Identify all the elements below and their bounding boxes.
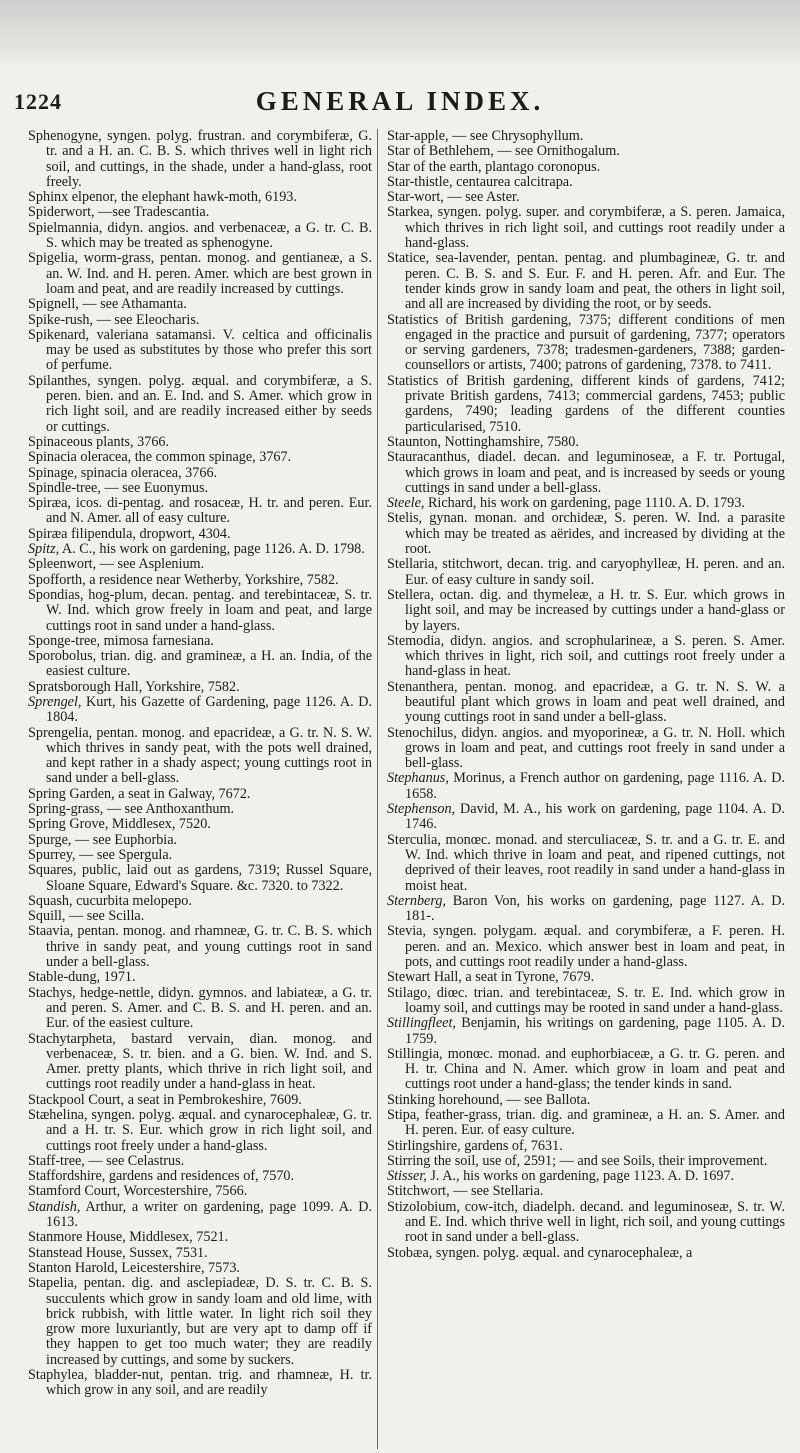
- entry-text: Stobæa, syngen. polyg. æqual. and cynarocephaleæ, a: [387, 1244, 693, 1261]
- entry-text: Spofforth, a residence near Wetherby, Yorkshire, 7582.: [28, 571, 339, 588]
- page-top-margin: [0, 0, 800, 68]
- entry-text: Spring Garden, a seat in Galway, 7672.: [28, 785, 251, 802]
- entry-text: Staphylea, bladder-nut, pentan. trig. and rhamneæ, H. tr. which grow in any soil, and are readily: [28, 1367, 372, 1399]
- entry-text: Stanton Harold, Leicestershire, 7573.: [28, 1259, 240, 1276]
- index-entry: [387, 160, 785, 175]
- entry-text: Spurge, — see Euphorbia.: [28, 831, 178, 848]
- entry-text: Stipa, feather-grass, trian. dig. and gramineæ, a H. an. S. Amer. and H. peren. Eur. of easy culture.: [387, 1107, 785, 1139]
- entry-text: Morinus, a French author on gardening, page 1116. A. D. 1658.: [405, 770, 785, 802]
- index-entry: [28, 190, 372, 205]
- author-name: Sprengel,: [28, 693, 82, 710]
- index-entry: [387, 511, 785, 557]
- index-entry: [28, 313, 372, 328]
- index-entry: [28, 328, 372, 374]
- entry-text: Stinking horehound, — see Ballota.: [387, 1091, 591, 1108]
- index-entry: [28, 909, 372, 924]
- entry-text: Star-apple, — see Chrysophyllum.: [387, 128, 584, 144]
- index-entry: [387, 190, 785, 205]
- index-entry: [28, 573, 372, 588]
- index-entry: [387, 1139, 785, 1154]
- entry-text: Spinacia oleracea, the common spinage, 3767.: [28, 449, 292, 466]
- index-entry: [387, 496, 785, 511]
- entry-text: Spleenwort, — see Asplenium.: [28, 556, 205, 573]
- author-name: Stephanus,: [387, 770, 449, 787]
- entry-text: Spikenard, valeriana satamansi. V. celtica and officinalis may be used as substitutes by those who prefer this sort of perfume.: [28, 326, 372, 374]
- entry-text: Spike-rush, — see Eleocharis.: [28, 311, 200, 328]
- index-entry: [387, 144, 785, 159]
- entry-text: Squill, — see Scilla.: [28, 908, 145, 925]
- index-entry: [28, 129, 372, 190]
- index-entry: [28, 634, 372, 649]
- entry-text: Sterculia, monœc. monad. and sterculiaceæ, S. tr. and a G. tr. E. and W. Ind. which thrive in loam and peat, and ripened cuttings, not deprived of their leaves, root readily in sand under a hand-glass in moist heat.: [387, 831, 785, 894]
- entry-text: Stenanthera, pentan. monog. and epacrideæ, a G. tr. N. S. W. a beautiful plant which grows in loam and peat well drained, and young cuttings root in sand under a bell-glass.: [387, 678, 785, 726]
- index-entry: [28, 1261, 372, 1276]
- index-entry: [28, 1154, 372, 1169]
- index-entry: [28, 1169, 372, 1184]
- index-entry: [387, 986, 785, 1017]
- entry-text: Stamford Court, Worcestershire, 7566.: [28, 1183, 248, 1200]
- index-entry: [387, 1184, 785, 1199]
- entry-text: Richard, his work on gardening, page 1110. A. D. 1793.: [424, 495, 745, 512]
- index-entry: [28, 680, 372, 695]
- entry-text: Stable-dung, 1971.: [28, 969, 136, 986]
- entry-text: Stenochilus, didyn. angios. and myoporineæ, a G. tr. N. Holl. which grows in loam and peat, and cuttings root freely in sand under a bell-glass.: [387, 724, 785, 772]
- entry-text: Star of the earth, plantago coronopus.: [387, 158, 601, 175]
- index-entry: [387, 1047, 785, 1093]
- entry-text: Spiræa, icos. di-pentag. and rosaceæ, H. tr. and peren. Eur. and N. Amer. all of easy culture.: [28, 495, 372, 527]
- entry-text: Sporobolus, trian. dig. and gramineæ, a H. an. India, of the easiest culture.: [28, 648, 372, 680]
- entry-text: Sphenogyne, syngen. polyg. frustran. and corymbiferæ, G. tr. and a H. an. C. B. S. which thrives well in light rich soil, and cuttings, in the shade, under a hand-glass, root freely.: [28, 128, 372, 190]
- index-entry: [387, 588, 785, 634]
- index-entry: [387, 129, 785, 144]
- index-entry: [28, 1230, 372, 1245]
- index-entry: [387, 634, 785, 680]
- author-name: Standish,: [28, 1198, 81, 1215]
- entry-text: Spinage, spinacia oleracea, 3766.: [28, 464, 218, 481]
- entry-text: Stanstead House, Sussex, 7531.: [28, 1244, 208, 1261]
- entry-text: Stellera, octan. dig. and thymeleæ, a H. tr. S. Eur. which grows in light soil, and may be increased by cuttings under a hand-glass or by layers.: [387, 586, 785, 634]
- index-entry: [28, 817, 372, 832]
- index-entry: [387, 970, 785, 985]
- index-entry: [387, 1169, 785, 1184]
- entry-text: Spignell, — see Athamanta.: [28, 296, 187, 313]
- entry-text: A. C., his work on gardening, page 1126. A. D. 1798.: [59, 541, 365, 558]
- entry-text: Staavia, pentan. monog. and rhamneæ, G. tr. C. B. S. which thrive in sandy peat, and young cuttings root in sand under a bell-glass.: [28, 923, 372, 971]
- page-header: [0, 76, 800, 126]
- entry-text: Star-thistle, centaurea calcitrapa.: [387, 173, 573, 190]
- index-entry: [387, 894, 785, 925]
- entry-text: Star of Bethlehem, — see Ornithogalum.: [387, 143, 620, 160]
- entry-text: Stemodia, didyn. angios. and scrophularineæ, a S. peren. S. Amer. which thrives in light, rich soil, and cuttings root freely under a hand-glass in heat.: [387, 632, 785, 680]
- entry-text: Stackpool Court, a seat in Pembrokeshire, 7609.: [28, 1091, 302, 1108]
- entry-text: Stirring the soil, use of, 2591; — and see Soils, their improvement.: [387, 1152, 768, 1169]
- entry-text: J. A., his works on gardening, page 1123. A. D. 1697.: [426, 1168, 735, 1185]
- author-name: Steele,: [387, 495, 425, 512]
- entry-text: Spindle-tree, — see Euonymus.: [28, 479, 209, 496]
- index-entry: [28, 695, 372, 726]
- entry-text: Stæhelina, syngen. polyg. æqual. and cynarocephaleæ, G. tr. and a H. tr. S. Eur. which grow in rich light soil, and cuttings root freely under a hand-glass.: [28, 1107, 372, 1154]
- index-entry: [28, 833, 372, 848]
- index-entry: [387, 1154, 785, 1169]
- index-entry: [387, 726, 785, 772]
- entry-text: Statistics of British gardening, different kinds of gardens, 7412; private British gardens, 7413; commercial gardens, 7453; public gardens, 7490; leading gardens of the different counties particularised, 7510.: [387, 372, 785, 435]
- index-entry: [28, 496, 372, 527]
- index-entry: [28, 1368, 372, 1399]
- entry-text: Spurrey, — see Spergula.: [28, 846, 173, 863]
- index-entry: [387, 435, 785, 450]
- page-number: 1224: [14, 89, 62, 114]
- entry-text: Staffordshire, gardens and residences of, 7570.: [28, 1168, 295, 1185]
- entry-text: Stizolobium, cow-itch, diadelph. decand. and leguminoseæ, S. tr. W. and E. Ind. which thrive well in light, rich soil, and young cuttings root in sand under a bell-glass.: [387, 1198, 785, 1246]
- entry-text: Baron Von, his works on gardening, page 1127. A. D. 181-.: [405, 892, 785, 925]
- index-entry: [28, 1093, 372, 1108]
- entry-text: Staunton, Nottinghamshire, 7580.: [387, 433, 579, 450]
- entry-text: Staff-tree, — see Celastrus.: [28, 1152, 185, 1169]
- entry-text: Squash, cucurbita melopepo.: [28, 892, 192, 909]
- entry-text: Spinaceous plants, 3766.: [28, 433, 170, 450]
- entry-text: Spigelia, worm-grass, pentan. monog. and gentianeæ, a S. an. W. Ind. and H. peren. Amer. which are best grown in loam and peat, and are readily increased by cuttings.: [28, 250, 372, 297]
- index-entry: [28, 542, 372, 557]
- entry-text: Spring-grass, — see Anthoxanthum.: [28, 801, 235, 818]
- author-name: Stephenson,: [387, 801, 456, 818]
- entry-text: Squares, public, laid out as gardens, 7319; Russel Square, Sloane Square, Edward's Square. &c. 7320. to 7322.: [28, 862, 372, 894]
- index-entry: [28, 848, 372, 863]
- entry-text: Stirlingshire, gardens of, 7631.: [387, 1137, 563, 1154]
- index-entry: [28, 588, 372, 634]
- index-entry: [28, 1200, 372, 1231]
- entry-text: Spratsborough Hall, Yorkshire, 7582.: [28, 678, 240, 695]
- index-entry: [387, 680, 785, 726]
- entry-text: Kurt, his Gazette of Gardening, page 1126. A. D. 1804.: [46, 693, 372, 726]
- index-entry: [387, 1108, 785, 1139]
- index-entry: [387, 1200, 785, 1246]
- page-title: GENERAL INDEX.: [255, 86, 545, 116]
- entry-text: Spilanthes, syngen. polyg. æqual. and corymbiferæ, a S. peren. bien. and an. E. Ind. and S. Amer. which grow in rich light soil, and are readily increased either by seeds or cuttings.: [28, 372, 372, 435]
- index-entry: [387, 1016, 785, 1047]
- entry-text: Sponge-tree, mimosa farnesiana.: [28, 632, 214, 649]
- author-name: Stillingfleet,: [387, 1015, 456, 1032]
- entry-text: Spielmannia, didyn. angios. and verbenaceæ, a G. tr. C. B. S. which may be treated as sphenogyne.: [28, 219, 372, 252]
- entry-text: Stapelia, pentan. dig. and asclepiadeæ, D. S. tr. C. B. S. succulents which grow in sandy loam and old lime, with brick rubbish, with little water. In light rich soil they grow more luxuriantly, but are very apt to damp off if they happen to get too much water; they are readily increased by cuttings, and some by suckers.: [28, 1275, 372, 1368]
- entry-text: Stevia, syngen. polygam. æqual. and corymbiferæ, a F. peren. H. peren. and an. Mexico. which answer best in loam and peat, in pots, and cuttings root readily under a hand-glass.: [387, 923, 785, 971]
- index-entry: [387, 374, 785, 435]
- entry-text: Stanmore House, Middlesex, 7521.: [28, 1229, 229, 1246]
- entry-text: Stelis, gynan. monan. and orchideæ, S. peren. W. Ind. a parasite which may be treated as aërides, and increased by dividing at the root.: [387, 510, 785, 558]
- entry-text: Starkea, syngen. polyg. super. and corymbiferæ, a S. peren. Jamaica, which thrives in rich light soil, and cuttings root readily under a hand-glass.: [387, 204, 785, 252]
- index-entry: [28, 970, 372, 985]
- index-entry: [387, 175, 785, 190]
- index-entry: [28, 649, 372, 680]
- entry-text: Arthur, a writer on gardening, page 1099. A. D. 1613.: [46, 1198, 372, 1231]
- index-column-left: [28, 129, 372, 1399]
- author-name: Spitz,: [28, 541, 60, 558]
- index-entry: [28, 1276, 372, 1368]
- entry-text: Stachys, hedge-nettle, didyn. gymnos. and labiateæ, a G. tr. and peren. S. Amer. and C. B. S. and H. peren. and an. Eur. of the easiest culture.: [28, 984, 372, 1032]
- index-entry: [28, 481, 372, 496]
- index-entry: [28, 205, 372, 220]
- index-entry: [387, 450, 785, 496]
- entry-text: Stellaria, stitchwort, decan. trig. and caryophylleæ, H. peren. and an. Eur. of easy culture in sandy soil.: [387, 556, 785, 588]
- entry-text: Benjamin, his writings on gardening, page 1105. A. D. 1759.: [405, 1015, 785, 1047]
- entry-text: Sphinx elpenor, the elephant hawk-moth, 6193.: [28, 189, 297, 206]
- index-entry: [28, 527, 372, 542]
- index-entry: [28, 726, 372, 787]
- index-entry: [28, 1184, 372, 1199]
- index-entry: [28, 863, 372, 894]
- author-name: Sternberg,: [387, 892, 446, 909]
- index-entry: [28, 787, 372, 802]
- index-entry: [28, 894, 372, 909]
- index-entry: [387, 1246, 785, 1261]
- entry-text: Stachytarpheta, bastard vervain, dian. monog. and verbenaceæ, S. tr. bien. and a G. bien. W. Ind. and S. Amer. pretty plants, which thrive in rich light soil, and cuttings root readily under a hand-glass in heat.: [28, 1030, 372, 1093]
- index-entry: [387, 833, 785, 894]
- entry-text: Star-wort, — see Aster.: [387, 189, 520, 206]
- index-entry: [28, 924, 372, 970]
- entry-text: Stauracanthus, diadel. decan. and leguminoseæ, a F. tr. Portugal, which grows in loam and peat, and is increased by seeds or young cuttings in sand under a bell-glass.: [387, 449, 785, 496]
- index-entry: [387, 924, 785, 970]
- entry-text: Spring Grove, Middlesex, 7520.: [28, 816, 211, 833]
- entry-text: Spiderwort, —see Tradescantia.: [28, 204, 210, 221]
- index-entry: [28, 251, 372, 297]
- entry-text: Stewart Hall, a seat in Tyrone, 7679.: [387, 969, 595, 986]
- index-entry: [28, 450, 372, 465]
- index-entry: [387, 251, 785, 312]
- index-entry: [387, 1093, 785, 1108]
- index-entry: [28, 435, 372, 450]
- entry-text: Statistics of British gardening, 7375; different conditions of men engaged in the practice and pursuit of gardening, 7377; operators or serving gardeners, 7378; tradesmen-gardeners, 7388; garden-counsellors or artists, 7400; patrons of gardening, 7378. to 7411.: [387, 311, 785, 374]
- index-entry: [28, 466, 372, 481]
- index-entry: [28, 297, 372, 312]
- index-entry: [28, 1246, 372, 1261]
- index-entry: [28, 802, 372, 817]
- entry-text: Statice, sea-lavender, pentan. pentag. and plumbagineæ, G. tr. and peren. C. B. S. and S. Eur. F. and H. peren. Afr. and Eur. The tender kinds grow in sandy loam and peat, the others in light soil, and all are increased by dividing the root, or by seeds.: [387, 250, 785, 313]
- index-entry: [28, 374, 372, 435]
- index-column-right: [387, 129, 785, 1261]
- index-entry: [387, 802, 785, 833]
- entry-text: Stillingia, monœc. monad. and euphorbiaceæ, a G. tr. G. peren. and H. tr. China and N. Amer. which grow in loam and peat and cuttings root under a hand-glass; the tender kinds in sand.: [387, 1045, 785, 1093]
- author-name: Stisser,: [387, 1168, 427, 1185]
- entry-text: Sprengelia, pentan. monog. and epacrideæ, a G. tr. N. S. W. which thrives in sandy peat, with the pots well drained, and kept rather in a shady aspect; young cuttings root in sand under a bell-glass.: [28, 724, 372, 787]
- index-entry: [28, 221, 372, 252]
- index-entry: [28, 986, 372, 1032]
- index-entry: [387, 557, 785, 588]
- index-entry: [28, 1032, 372, 1093]
- entry-text: Stitchwort, — see Stellaria.: [387, 1183, 544, 1200]
- index-entry: [28, 1108, 372, 1154]
- index-entry: [387, 771, 785, 802]
- index-entry: [387, 313, 785, 374]
- index-entry: [28, 557, 372, 572]
- index-entry: [387, 205, 785, 251]
- entry-text: Spiræa filipendula, dropwort, 4304.: [28, 525, 231, 542]
- entry-text: Stilago, diœc. trian. and terebintaceæ, S. tr. E. Ind. which grow in loamy soil, and cuttings may be rooted in sand under a hand-glass.: [387, 984, 785, 1016]
- entry-text: David, M. A., his work on gardening, page 1104. A. D. 1746.: [405, 801, 785, 833]
- entry-text: Spondias, hog-plum, decan. pentag. and terebintaceæ, S. tr. W. Ind. which grow freely in loam and peat, and large cuttings root in sand under a hand-glass.: [28, 586, 372, 634]
